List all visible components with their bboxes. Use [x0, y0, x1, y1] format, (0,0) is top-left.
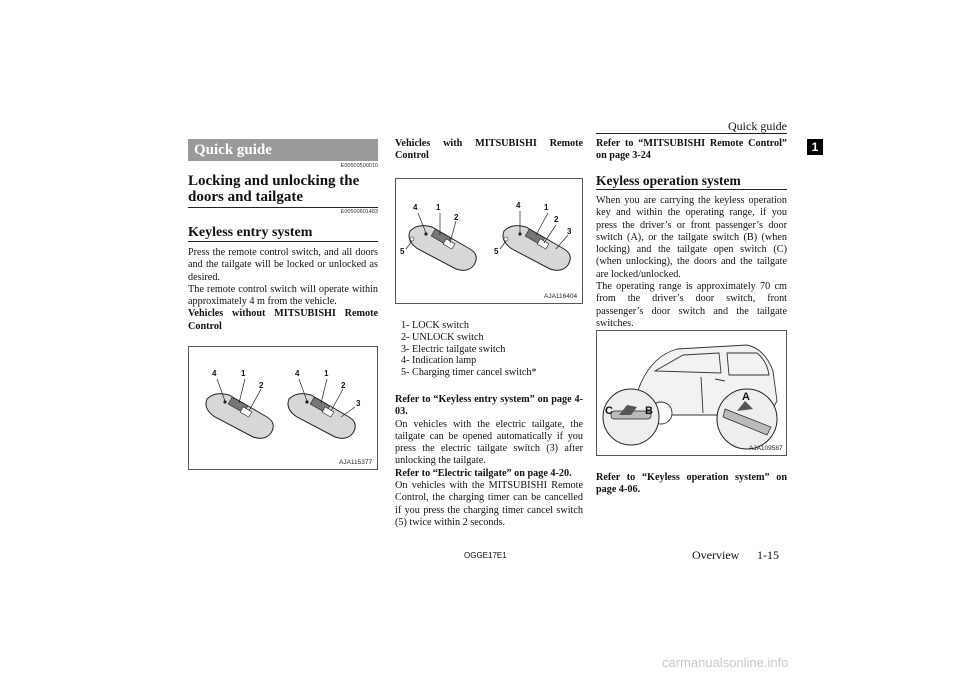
- section-bar: Quick guide: [188, 139, 378, 161]
- header-rule: [596, 133, 787, 134]
- tailgate-switch-zoom: [603, 389, 659, 445]
- figure-keys-with-remote: [395, 178, 583, 304]
- middle-text: [395, 394, 583, 529]
- paragraph: On vehicles with the MITSUBISHI Remote Control, the charging timer can be cancelled if you press the charging timer cancel switch (5) twice within 2 seconds.: [395, 480, 583, 528]
- list-item: 2- UNLOCK switch: [401, 331, 484, 343]
- page-number: 1-15: [757, 548, 779, 562]
- reference-keyless-operation: Refer to “Keyless operation system” on page 4-06.: [596, 472, 787, 496]
- subheading-rule: [596, 189, 787, 190]
- vehicle-illustration: [597, 331, 786, 455]
- callout-2: 2: [259, 381, 264, 390]
- heading-block: [188, 173, 376, 205]
- label-a: A: [742, 391, 750, 403]
- callout-2: 2: [554, 215, 559, 224]
- callout-5: 5: [494, 247, 499, 256]
- middle-label-block: [395, 138, 583, 163]
- callout-3: 3: [567, 227, 572, 236]
- label-c: C: [605, 405, 613, 417]
- label-without-remote: Vehicles without MITSUBISHI Remote Control: [188, 308, 378, 332]
- figure-code: AJA116404: [544, 293, 578, 300]
- list-item: 4- Indication lamp: [401, 355, 477, 367]
- callout-2: 2: [454, 213, 459, 222]
- heading-code: E00500601483: [340, 209, 378, 215]
- callout-4: 4: [295, 369, 300, 378]
- reference-electric-tailgate: Refer to “Electric tailgate” on page 4-20.: [395, 467, 572, 479]
- callout-1: 1: [436, 203, 441, 212]
- subheading-rule: [188, 241, 378, 242]
- list-item: 5- Charging timer cancel switch*: [401, 367, 537, 379]
- figure-keyless-operation: [596, 330, 787, 456]
- key-fob-icon: [406, 213, 476, 270]
- watermark: carmanualsonline.info: [662, 655, 789, 670]
- right-text: [596, 195, 787, 330]
- page-header-title: Quick guide: [728, 119, 787, 133]
- chapter-tab: 1: [807, 139, 823, 155]
- callout-4: 4: [516, 201, 521, 210]
- subheading-keyless-entry: Keyless entry system: [188, 225, 313, 240]
- doc-code: OGGE17E1: [464, 551, 507, 560]
- paragraph: On vehicles with the electric tailgate, the tailgate can be opened automatically if you press the electric tailgate switch (3) after unlocking the tailgate.: [395, 418, 583, 467]
- key-fob-illustration: [189, 347, 377, 469]
- footer-section: Overview: [692, 548, 740, 562]
- paragraph: When you are carrying the keyless operation key and within the operating range, if you press the driver’s or front passenger’s door switch (A), or the tailgate switch (B) (when locking) and the tailgate open switch (C) (when unlocking), the doors and the tailgate are locked/unlocked.: [596, 195, 787, 280]
- list-item: 3- Electric tailgate switch: [401, 343, 506, 355]
- callout-1: 1: [241, 369, 246, 378]
- callout-1: 1: [324, 369, 329, 378]
- page-heading: Locking and unlocking the doors and tailgate: [188, 173, 360, 205]
- callout-5: 5: [400, 247, 405, 256]
- label-with-remote: Vehicles with MITSUBISHI Remote Control: [395, 138, 583, 162]
- heading-rule: [188, 207, 378, 208]
- paragraph: The operating range is approximately 70 cm from the driver’s door switch, front passenger’s door switch and the tailgate switches.: [596, 281, 787, 329]
- paragraph: Press the remote control switch, and all doors and the tailgate will be locked or unlocked as desired.: [188, 247, 378, 283]
- subheading-block: [188, 225, 378, 241]
- callout-4: 4: [413, 203, 418, 212]
- reference-remote-control: Refer to “MITSUBISHI Remote Control” on page 3-24: [596, 138, 787, 162]
- key-fob-icon: [500, 211, 570, 270]
- subheading-keyless-operation: Keyless operation system: [596, 173, 741, 188]
- callout-4: 4: [212, 369, 217, 378]
- switch-list: [401, 320, 581, 379]
- right-subheading-block: [596, 173, 787, 189]
- figure-code: AJA115377: [339, 459, 373, 466]
- right-ref2-block: [596, 472, 787, 497]
- right-ref-block: [596, 138, 787, 163]
- label-b: B: [645, 405, 653, 417]
- callout-1: 1: [544, 203, 549, 212]
- callout-2: 2: [341, 381, 346, 390]
- paragraph: The remote control switch will operate within approximately 4 m from the vehicle.: [188, 283, 378, 308]
- figure-keys-without-remote: [188, 346, 378, 470]
- left-text: [188, 247, 378, 333]
- list-item: 1- LOCK switch: [401, 320, 469, 331]
- figure-code: AJA109587: [749, 445, 783, 452]
- section-code: E00500500010: [340, 163, 378, 169]
- callout-3: 3: [356, 399, 361, 408]
- reference-keyless-entry: Refer to “Keyless entry system” on page 4-03.: [395, 394, 583, 418]
- key-fob-illustration: [396, 179, 582, 303]
